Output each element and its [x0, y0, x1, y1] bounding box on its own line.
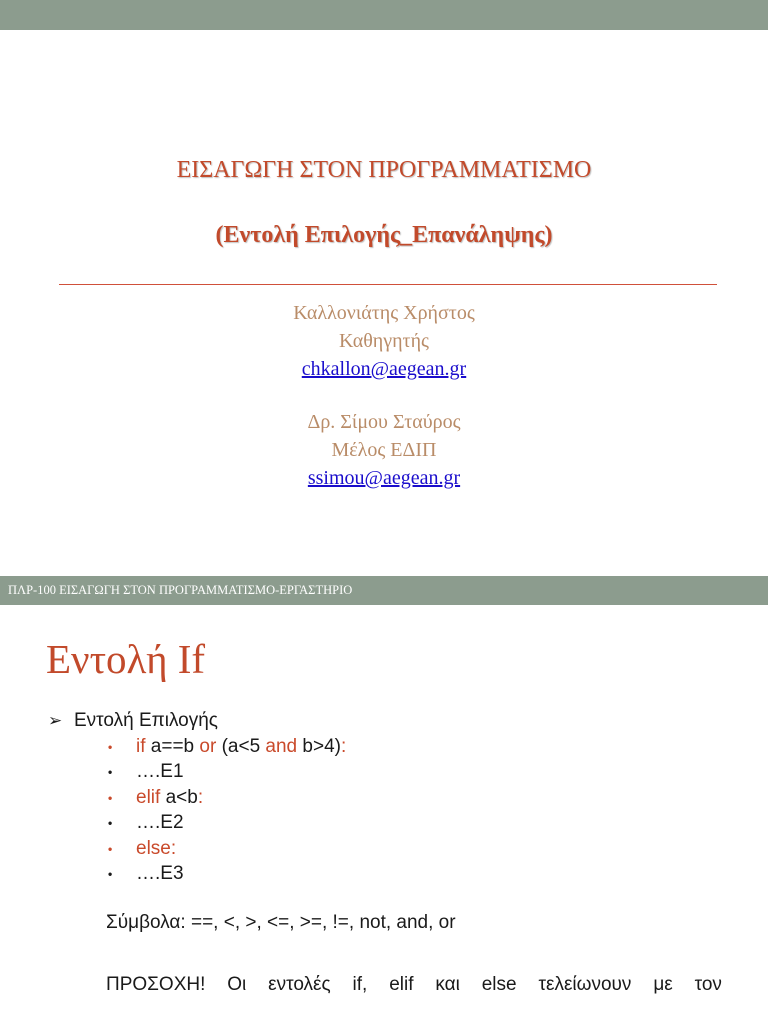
code-line: else: [136, 837, 177, 859]
code-line: if a==b or (a<5 and b>4): [136, 735, 347, 757]
author-name: Δρ. Σίμου Σταύρος [307, 411, 461, 433]
warning-word: εντολές [268, 974, 331, 995]
bullet-icon: • [108, 739, 113, 754]
author-role: Καθηγητής [339, 330, 429, 352]
author-name: Καλλονιάτης Χρήστος [293, 302, 475, 324]
bullet-icon: • [108, 765, 113, 780]
warning-word: με [653, 974, 673, 995]
warning-word: τελείωνουν [538, 974, 632, 995]
slide-title: Εντολή If [46, 636, 206, 682]
warning-word: Οι [227, 974, 247, 995]
author-email-link[interactable]: chkallon@aegean.gr [301, 358, 467, 380]
top-band [0, 0, 768, 30]
heading-text: Εντολή Επιλογής [74, 710, 218, 731]
code-line: ….E2 [136, 812, 184, 834]
warning-word: else [481, 974, 517, 995]
author-block-1 [0, 299, 768, 383]
warning-word: τον [694, 974, 722, 995]
bullet-icon: • [108, 841, 113, 856]
warning-word: και [435, 974, 460, 995]
content-slide [0, 605, 768, 1024]
list-item [48, 811, 728, 837]
slide-footer: ΠΛΡ-100 ΕΙΣΑΓΩΓΗ ΣΤΟΝ ΠΡΟΓΡΑΜΜΑΤΙΣΜΟ-ΕΡΓΑΣΤΗΡΙΟ [0, 576, 768, 605]
divider-line [59, 284, 717, 285]
list-item [48, 836, 728, 862]
code-line: elif a<b: [136, 786, 204, 808]
warning-line [48, 974, 722, 996]
slide-title: ΕΙΣΑΓΩΓΗ ΣΤΟΝ ΠΡΟΓΡΑΜΜΑΤΙΣΜΟ [176, 157, 592, 183]
author-block-2 [0, 408, 768, 492]
bullet-icon: • [108, 867, 113, 882]
list-heading [48, 708, 728, 734]
code-line: ….E1 [136, 761, 184, 783]
code-line: ….E3 [136, 863, 184, 885]
list-item [48, 862, 728, 888]
symbols-line: Σύμβολα: ==, <, >, <=, >=, !=, not, and, or [106, 912, 456, 933]
author-email-link[interactable]: ssimou@aegean.gr [307, 467, 461, 489]
author-role: Μέλος ΕΔΙΠ [331, 439, 437, 461]
list-item [48, 785, 728, 811]
code-list [48, 734, 728, 887]
list-item [48, 760, 728, 786]
warning-word: ΠΡΟΣΟΧΗ! [106, 974, 206, 995]
warning-word: if, [352, 974, 368, 995]
bullet-icon: • [108, 790, 113, 805]
bullet-icon: • [108, 816, 113, 831]
warning-word: elif [389, 974, 414, 995]
slide-content [48, 708, 728, 996]
list-item [48, 734, 728, 760]
arrow-bullet-icon: ➢ [48, 711, 63, 730]
slide-subtitle: (Εντολή Επιλογής_Επανάληψης) [215, 222, 553, 248]
